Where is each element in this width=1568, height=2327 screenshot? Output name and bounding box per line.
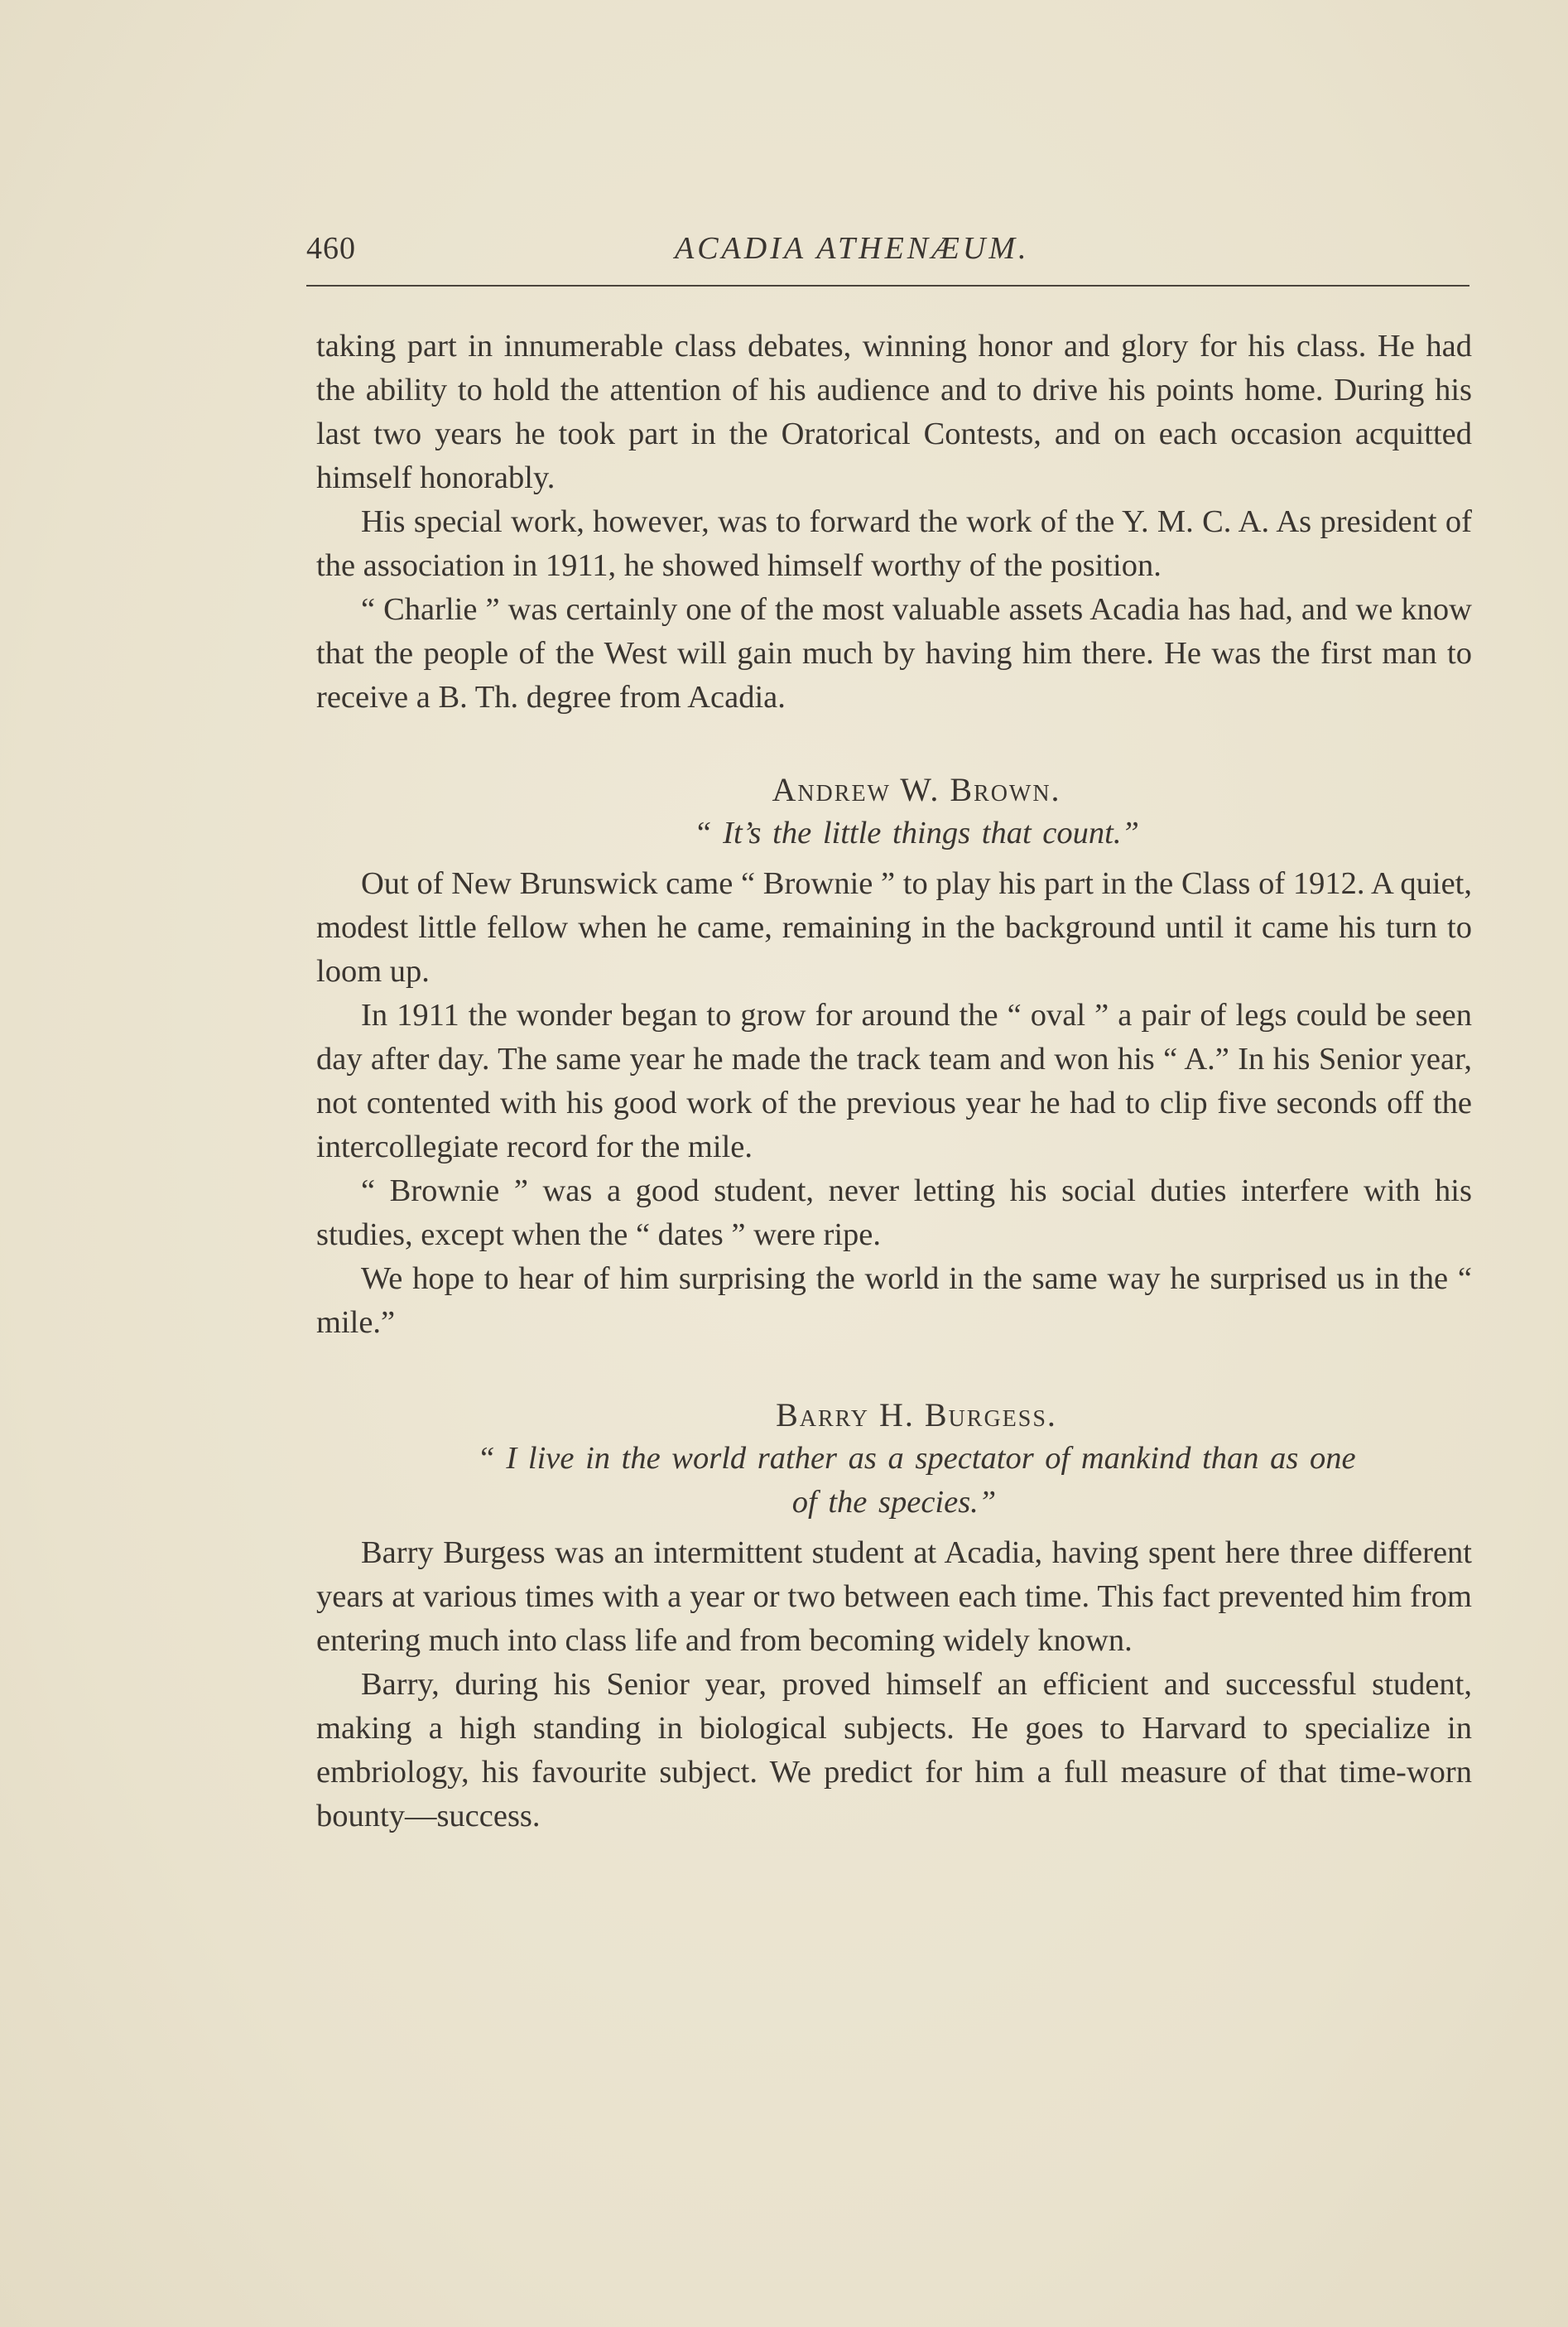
page-number: 460 bbox=[306, 231, 356, 266]
section-motto: “ I live in the world rather as a spectator of mankind than as one of the species.” bbox=[477, 1441, 1356, 1520]
paragraph: Out of New Brunswick came “ Brownie ” to play his part in the Class of 1912. A quiet, modest little fellow when he came, remaining in the background until it came his turn to loom up. bbox=[316, 866, 1472, 989]
running-title: ACADIA ATHENÆUM. bbox=[675, 231, 1030, 266]
page-body bbox=[316, 325, 1472, 1838]
section-andrew-brown bbox=[316, 768, 1472, 1345]
paragraph: In 1911 the wonder began to grow for around the “ oval ” a pair of legs could be seen day after day. The same year he made the track team and won his “ A.” In his Senior year, not contented with his good work of the previous year he had to clip five seconds off the intercollegiate record for the mile. bbox=[316, 998, 1472, 1164]
section-motto: “ It’s the little things that count.” bbox=[694, 816, 1139, 850]
paragraph: We hope to hear of him surprising the world in the same way he surprised us in the “ mile.” bbox=[316, 1261, 1472, 1340]
paragraph: “ Brownie ” was a good student, never letting his social duties interfere with his studies, except when the “ dates ” were ripe. bbox=[316, 1173, 1472, 1252]
paragraph: taking part in innumerable class debates, winning honor and glory for his class. He had the ability to hold the attention of his audience and to drive his points home. During his last two years he took part in the Oratorical Contests, and on each occasion acquitted himself honorably. bbox=[316, 329, 1472, 495]
header-rule bbox=[306, 285, 1469, 287]
paragraph: Barry Burgess was an intermittent student at Acadia, having spent here three different years at various times with a year or two between each time. This fact prevented him from entering much into class life and from becoming widely known. bbox=[316, 1535, 1472, 1658]
paragraph: Barry, during his Senior year, proved himself an efficient and successful student, making a high standing in biological subjects. He goes to Harvard to specialize in embriology, his favourite subject. We predict for him a full measure of that time-worn bounty—success. bbox=[316, 1667, 1472, 1833]
section-heading: Barry H. Burgess. bbox=[776, 1396, 1057, 1433]
section-barry-burgess bbox=[316, 1393, 1472, 1838]
page-header bbox=[306, 225, 1469, 275]
section-heading: Andrew W. Brown. bbox=[772, 771, 1061, 808]
paragraph: “ Charlie ” was certainly one of the most valuable assets Acadia has had, and we know that the people of the West will gain much by having him there. He was the first man to receive a B. Th. degree from Acadia. bbox=[316, 592, 1472, 715]
paragraph: His special work, however, was to forward the work of the Y. M. C. A. As president of the association in 1911, he showed himself worthy of the position. bbox=[316, 504, 1472, 583]
section-charlie-continued bbox=[316, 325, 1472, 720]
